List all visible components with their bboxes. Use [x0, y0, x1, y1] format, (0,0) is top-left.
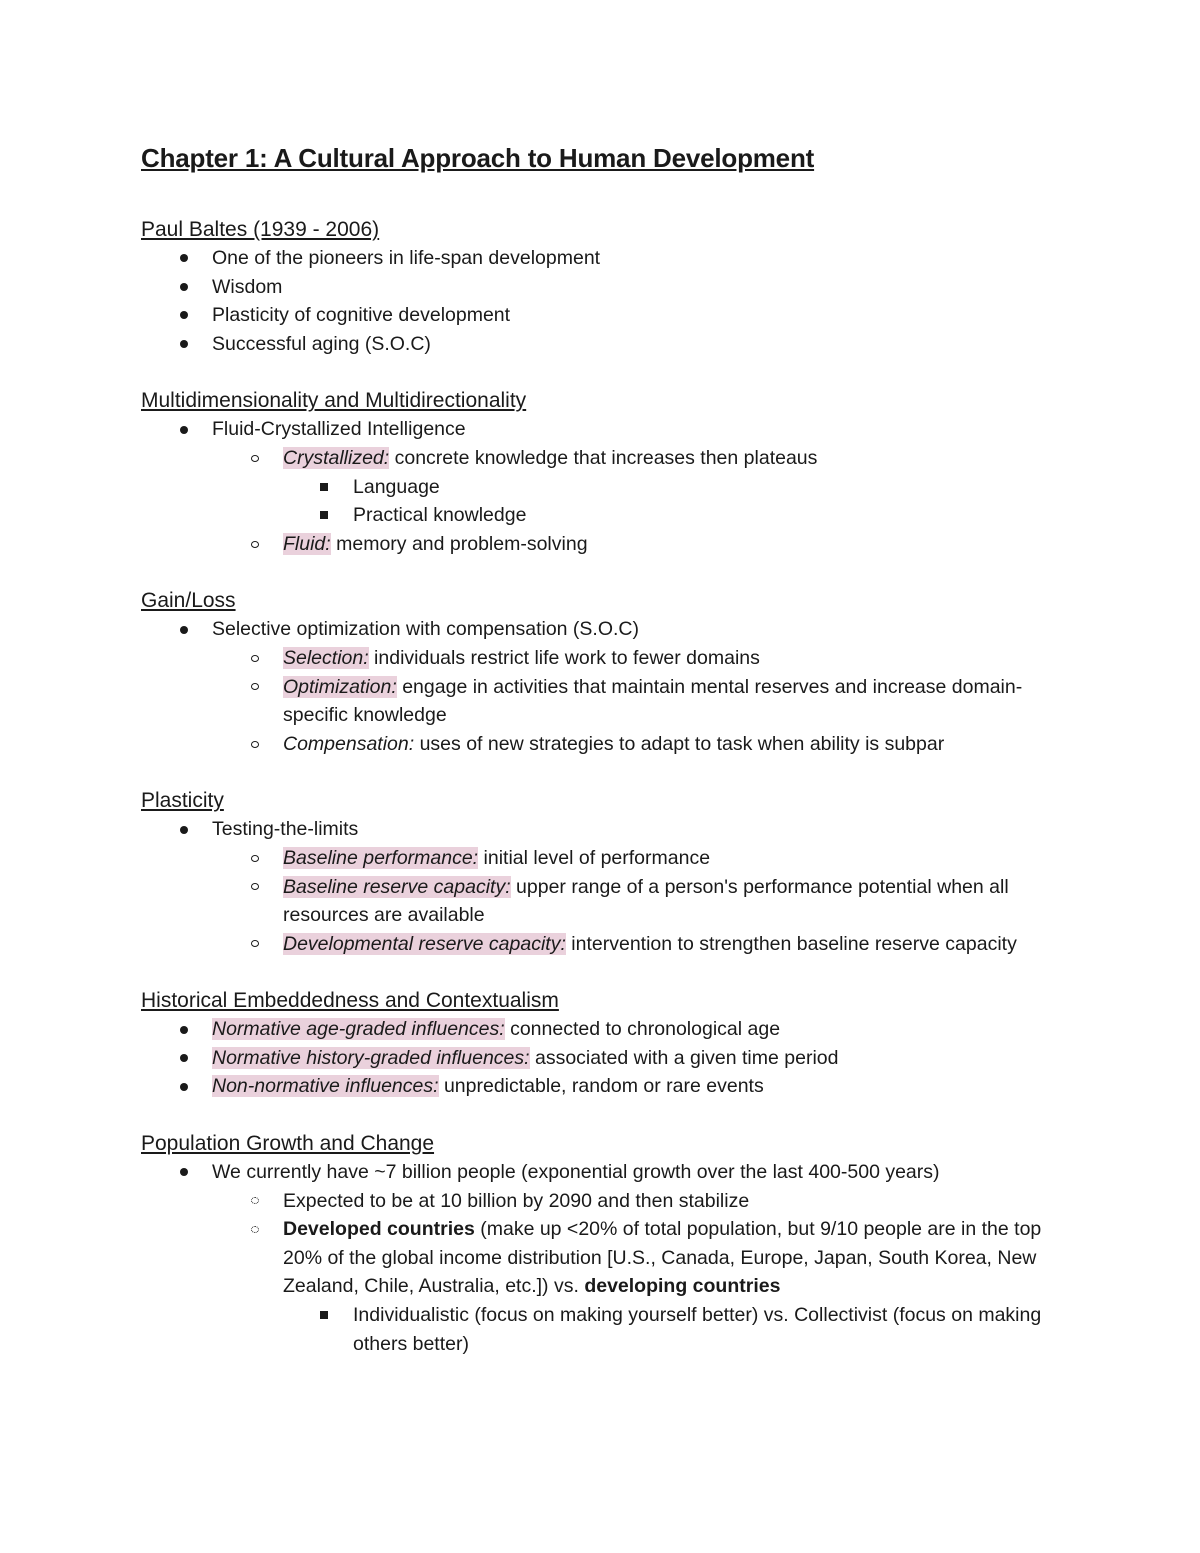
section-population-growth: [141, 1130, 1081, 1358]
document-page: [141, 138, 1081, 1358]
bullet-icon: [177, 244, 191, 273]
list-item: Plasticity of cognitive development: [141, 301, 1081, 330]
list-item: Non-normative influences: unpredictable, random or rare events: [141, 1072, 1081, 1101]
square-bullet-icon: [317, 1301, 331, 1330]
section-heading: Historical Embeddedness and Contextualism: [141, 989, 559, 1013]
circle-bullet-icon: [248, 844, 262, 873]
list-item: Individualistic (focus on making yourself better) vs. Collectivist (focus on making others better): [141, 1301, 1081, 1358]
highlighted-term: Optimization:: [283, 675, 397, 698]
highlighted-term: Baseline performance:: [283, 846, 479, 869]
list-item: Normative history-graded influences: associated with a given time period: [141, 1044, 1081, 1073]
highlighted-term: Non-normative influences:: [212, 1075, 439, 1098]
bullet-list: [141, 1158, 1081, 1358]
highlighted-term: Developmental reserve capacity:: [283, 932, 566, 955]
list-item: Testing-the-limits: [141, 815, 1081, 844]
circle-bullet-icon: [248, 444, 262, 473]
bullet-icon: [177, 815, 191, 844]
list-item: Selective optimization with compensation (S.O.C): [141, 615, 1081, 644]
list-item: Optimization: engage in activities that maintain mental reserves and increase domain-specific knowledge: [141, 673, 1081, 730]
dotted-circle-bullet-icon: [248, 1187, 262, 1216]
list-item: One of the pioneers in life-span development: [141, 244, 1081, 273]
circle-bullet-icon: [248, 530, 262, 559]
list-item: Practical knowledge: [141, 501, 1081, 530]
page-title: Chapter 1: A Cultural Approach to Human Development: [141, 143, 815, 173]
bullet-icon: [177, 1158, 191, 1187]
bullet-icon: [177, 330, 191, 359]
list-item: Developmental reserve capacity: intervention to strengthen baseline reserve capacity: [141, 930, 1081, 959]
section-plasticity: [141, 787, 1081, 958]
list-item: Developed countries (make up <20% of total population, but 9/10 people are in the top 20% of the global income distribution [U.S., Canada, Europe, Japan, South Korea, New Zealand, Chile, Australia, etc.]) vs. developing countries: [141, 1215, 1081, 1301]
section-gain-loss: [141, 587, 1081, 758]
section-heading: Multidimensionality and Multidirectionality: [141, 389, 527, 413]
list-item: Crystallized: concrete knowledge that increases then plateaus: [141, 444, 1081, 473]
dotted-circle-bullet-icon: [248, 1215, 262, 1244]
list-item: We currently have ~7 billion people (exponential growth over the last 400-500 years): [141, 1158, 1081, 1187]
list-item: Baseline reserve capacity: upper range of a person's performance potential when all resources are available: [141, 873, 1081, 930]
bullet-icon: [177, 1072, 191, 1101]
list-item: Selection: individuals restrict life work to fewer domains: [141, 644, 1081, 673]
bullet-list: [141, 415, 1081, 558]
highlighted-term: Crystallized:: [283, 446, 390, 469]
list-item: Compensation: uses of new strategies to adapt to task when ability is subpar: [141, 730, 1081, 759]
section-heading: Gain/Loss: [141, 589, 236, 613]
list-item: Normative age-graded influences: connected to chronological age: [141, 1015, 1081, 1044]
list-item: Expected to be at 10 billion by 2090 and then stabilize: [141, 1187, 1081, 1216]
circle-bullet-icon: [248, 730, 262, 759]
list-item: Language: [141, 473, 1081, 502]
list-item: Baseline performance: initial level of performance: [141, 844, 1081, 873]
highlighted-term: Baseline reserve capacity:: [283, 875, 511, 898]
bullet-icon: [177, 273, 191, 302]
highlighted-term: Selection:: [283, 646, 369, 669]
bullet-icon: [177, 1015, 191, 1044]
square-bullet-icon: [317, 473, 331, 502]
list-item: Fluid-Crystallized Intelligence: [141, 415, 1081, 444]
circle-bullet-icon: [248, 673, 262, 702]
circle-bullet-icon: [248, 930, 262, 959]
list-item: Fluid: memory and problem-solving: [141, 530, 1081, 559]
bullet-icon: [177, 1044, 191, 1073]
section-heading: Plasticity: [141, 789, 224, 813]
section-historical-embeddedness: [141, 987, 1081, 1101]
bullet-list: [141, 1015, 1081, 1101]
bold-term: developing countries: [584, 1275, 781, 1298]
list-item: Wisdom: [141, 273, 1081, 302]
highlighted-term: Normative history-graded influences:: [212, 1046, 530, 1069]
section-multidimensionality: [141, 387, 1081, 558]
bullet-list: [141, 615, 1081, 758]
section-heading: Paul Baltes (1939 - 2006): [141, 218, 380, 241]
bullet-icon: [177, 415, 191, 444]
bullet-list: [141, 244, 1081, 358]
circle-bullet-icon: [248, 873, 262, 902]
italic-term: Compensation:: [283, 732, 415, 755]
bullet-icon: [177, 301, 191, 330]
square-bullet-icon: [317, 501, 331, 530]
section-paul-baltes: [141, 216, 1081, 358]
bold-term: Developed countries: [283, 1218, 475, 1241]
highlighted-term: Normative age-graded influences:: [212, 1018, 505, 1041]
bullet-list: [141, 815, 1081, 958]
highlighted-term: Fluid:: [283, 532, 331, 555]
section-heading: Population Growth and Change: [141, 1132, 435, 1156]
bullet-icon: [177, 615, 191, 644]
list-item: Successful aging (S.O.C): [141, 330, 1081, 359]
circle-bullet-icon: [248, 644, 262, 673]
